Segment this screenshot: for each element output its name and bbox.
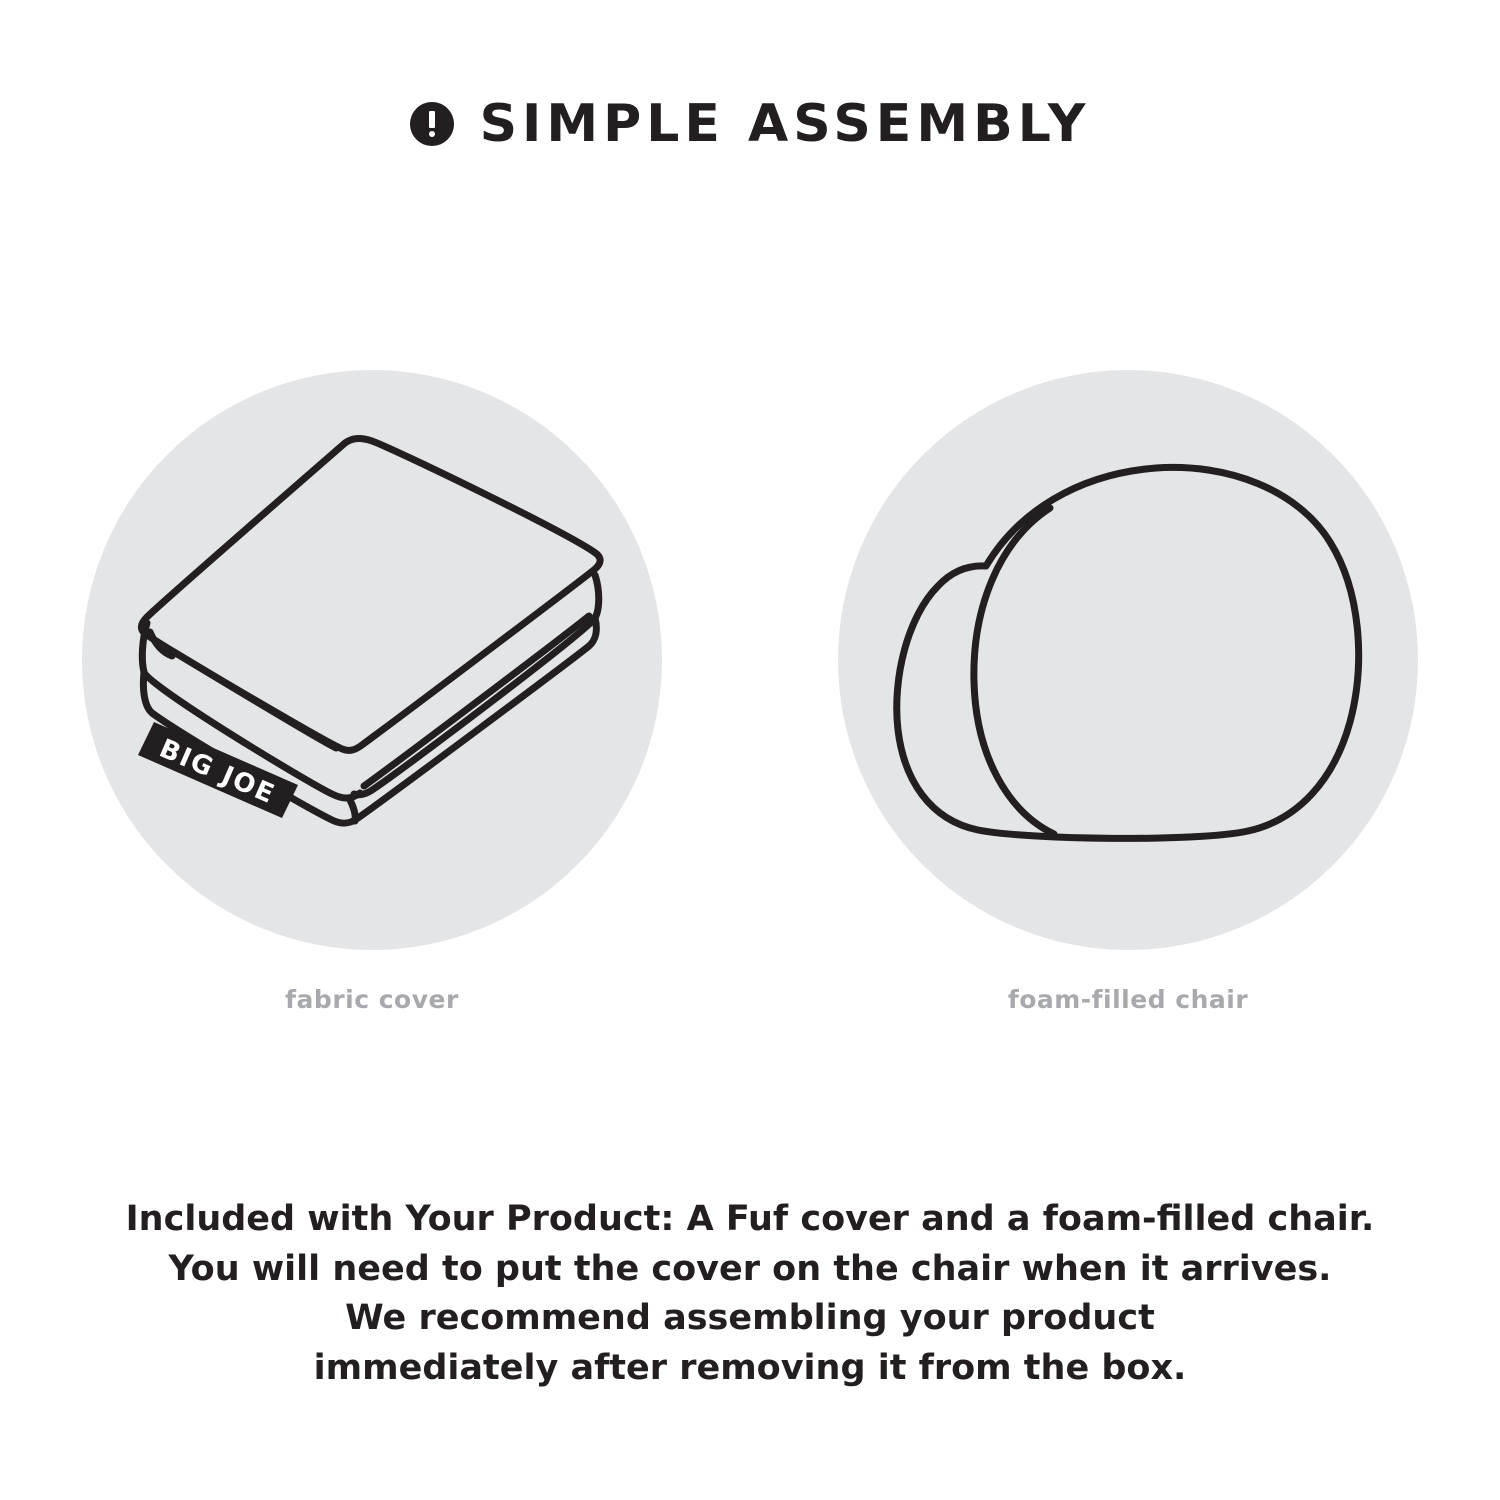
fabric-cover-caption: fabric cover	[285, 985, 459, 1014]
footer-line-3: We recommend assembling your product	[345, 1298, 1155, 1339]
footer-line-4: immediately after removing it from the box.	[313, 1348, 1187, 1389]
foam-filled-chair-circle	[838, 370, 1418, 950]
header	[0, 94, 1500, 154]
folded-fabric-cover-icon	[92, 410, 652, 910]
footer-line-2: You will need to put the cover on the chair when it arrives.	[168, 1248, 1332, 1289]
exclamation-circle-icon	[410, 102, 454, 146]
footer-copy	[0, 1195, 1500, 1394]
foam-filled-chair-icon	[868, 450, 1388, 870]
page-title: SIMPLE ASSEMBLY	[479, 94, 1091, 154]
fabric-cover-circle	[82, 370, 662, 950]
item-fabric-cover	[82, 370, 662, 1014]
included-items-row	[0, 370, 1500, 1014]
big-joe-tag	[138, 722, 298, 818]
footer-line-1: Included with Your Product: A Fuf cover and a foam-filled chair.	[125, 1199, 1375, 1239]
big-joe-tag-label: BIG JOE	[154, 733, 280, 811]
item-foam-filled-chair	[838, 370, 1418, 1014]
foam-filled-chair-caption: foam-filled chair	[1007, 985, 1249, 1014]
